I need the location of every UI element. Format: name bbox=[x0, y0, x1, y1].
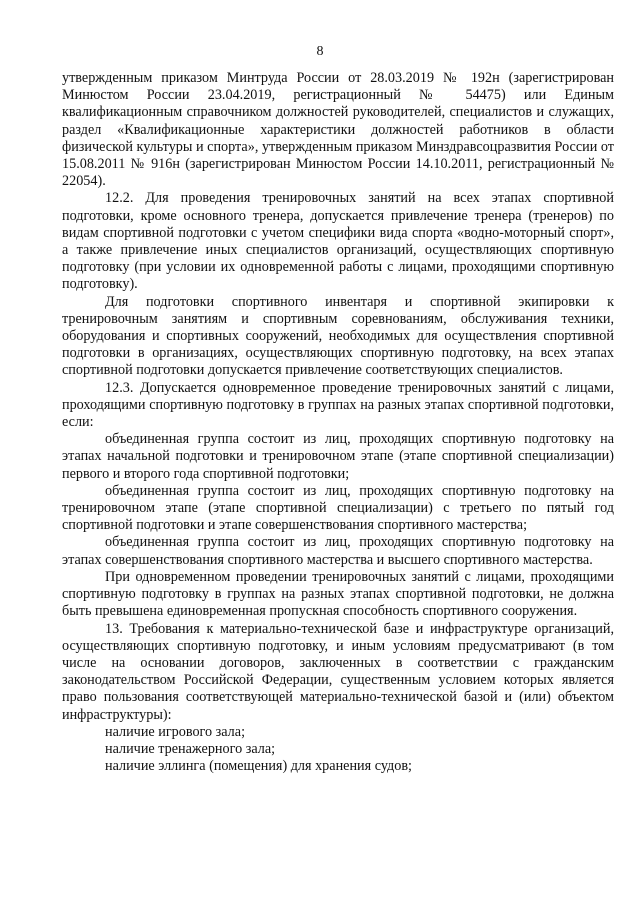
paragraph-specialists: Для подготовки спортивного инвентаря и спортивной экипировки к тренировочным занятиям и спортивным соревнованиям, обслуживания техники, оборудования и спортивных сооружений, необходимых для осуществления спортивной подготовки в организациях, осуществляющих спортивную подготовку, на всех этапах спортивной подготовки допускается привлечение соответствующих специалистов. bbox=[62, 293, 614, 379]
paragraph-continuation: утвержденным приказом Минтруда России от 28.03.2019 № 192н (зарегистрирован Минюстом России 23.04.2019, регистрационный № 54475) или Единым квалификационным справочником должностей руководителей, специалистов и служащих, раздел «Квалификационные характеристики должностей работников в области физической культуры и спорта», утвержденным приказом Минздравсоцразвития России от 15.08.2011 № 916н (зарегистрирован Минюстом России 14.10.2011, регистрационный № 22054). bbox=[62, 70, 614, 190]
paragraph-group-condition-3: объединенная группа состоит из лиц, проходящих спортивную подготовку на этапах совершенствования спортивного мастерства и высшего спортивного мастерства. bbox=[62, 534, 614, 568]
paragraph-12-2: 12.2. Для проведения тренировочных занятий на всех этапах спортивной подготовки, кроме основного тренера, допускается привлечение тренера (тренеров) по видам спортивной подготовки с учетом специфики вида спорта «водно-моторный спорт», а также привлечение иных специалистов организаций, осуществляющих спортивную подготовку (при условии их одновременной работы с лицами, проходящими спортивную подготовку). bbox=[62, 190, 614, 293]
document-body bbox=[62, 70, 614, 775]
page-number: 8 bbox=[316, 44, 324, 59]
paragraph-13: 13. Требования к материально-технической базе и инфраструктуре организаций, осуществляющих спортивную подготовку, и иным условиям предусматривают (в том числе на основании договоров, заключенных в соответствии с гражданским законодательством Российской Федерации, существенным условием которых является право пользования соответствующей материально-технической базой и (или) объектом инфраструктуры): bbox=[62, 620, 614, 723]
list-item: наличие эллинга (помещения) для хранения судов; bbox=[105, 758, 412, 775]
list-item: наличие игрового зала; bbox=[105, 723, 246, 740]
paragraph-capacity: При одновременном проведении тренировочных занятий с лицами, проходящими спортивную подготовку в группах на разных этапах спортивной подготовки, не должна быть превышена единовременная пропускная способность спортивного сооружения. bbox=[62, 568, 614, 620]
paragraph-12-3: 12.3. Допускается одновременное проведение тренировочных занятий с лицами, проходящими спортивную подготовку в группах на разных этапах спортивной подготовки, если: bbox=[62, 379, 614, 431]
paragraph-group-condition-1: объединенная группа состоит из лиц, проходящих спортивную подготовку на этапах начальной подготовки и тренировочном этапе (этапе спортивной специализации) первого и второго года спортивной подготовки; bbox=[62, 431, 614, 482]
list-item: наличие тренажерного зала; bbox=[105, 740, 276, 757]
paragraph-group-condition-2: объединенная группа состоит из лиц, проходящих спортивную подготовку на тренировочном этапе (этапе спортивной специализации) с третьего по пятый год спортивной подготовки и этапе совершенствования спортивного мастерства; bbox=[62, 482, 614, 534]
